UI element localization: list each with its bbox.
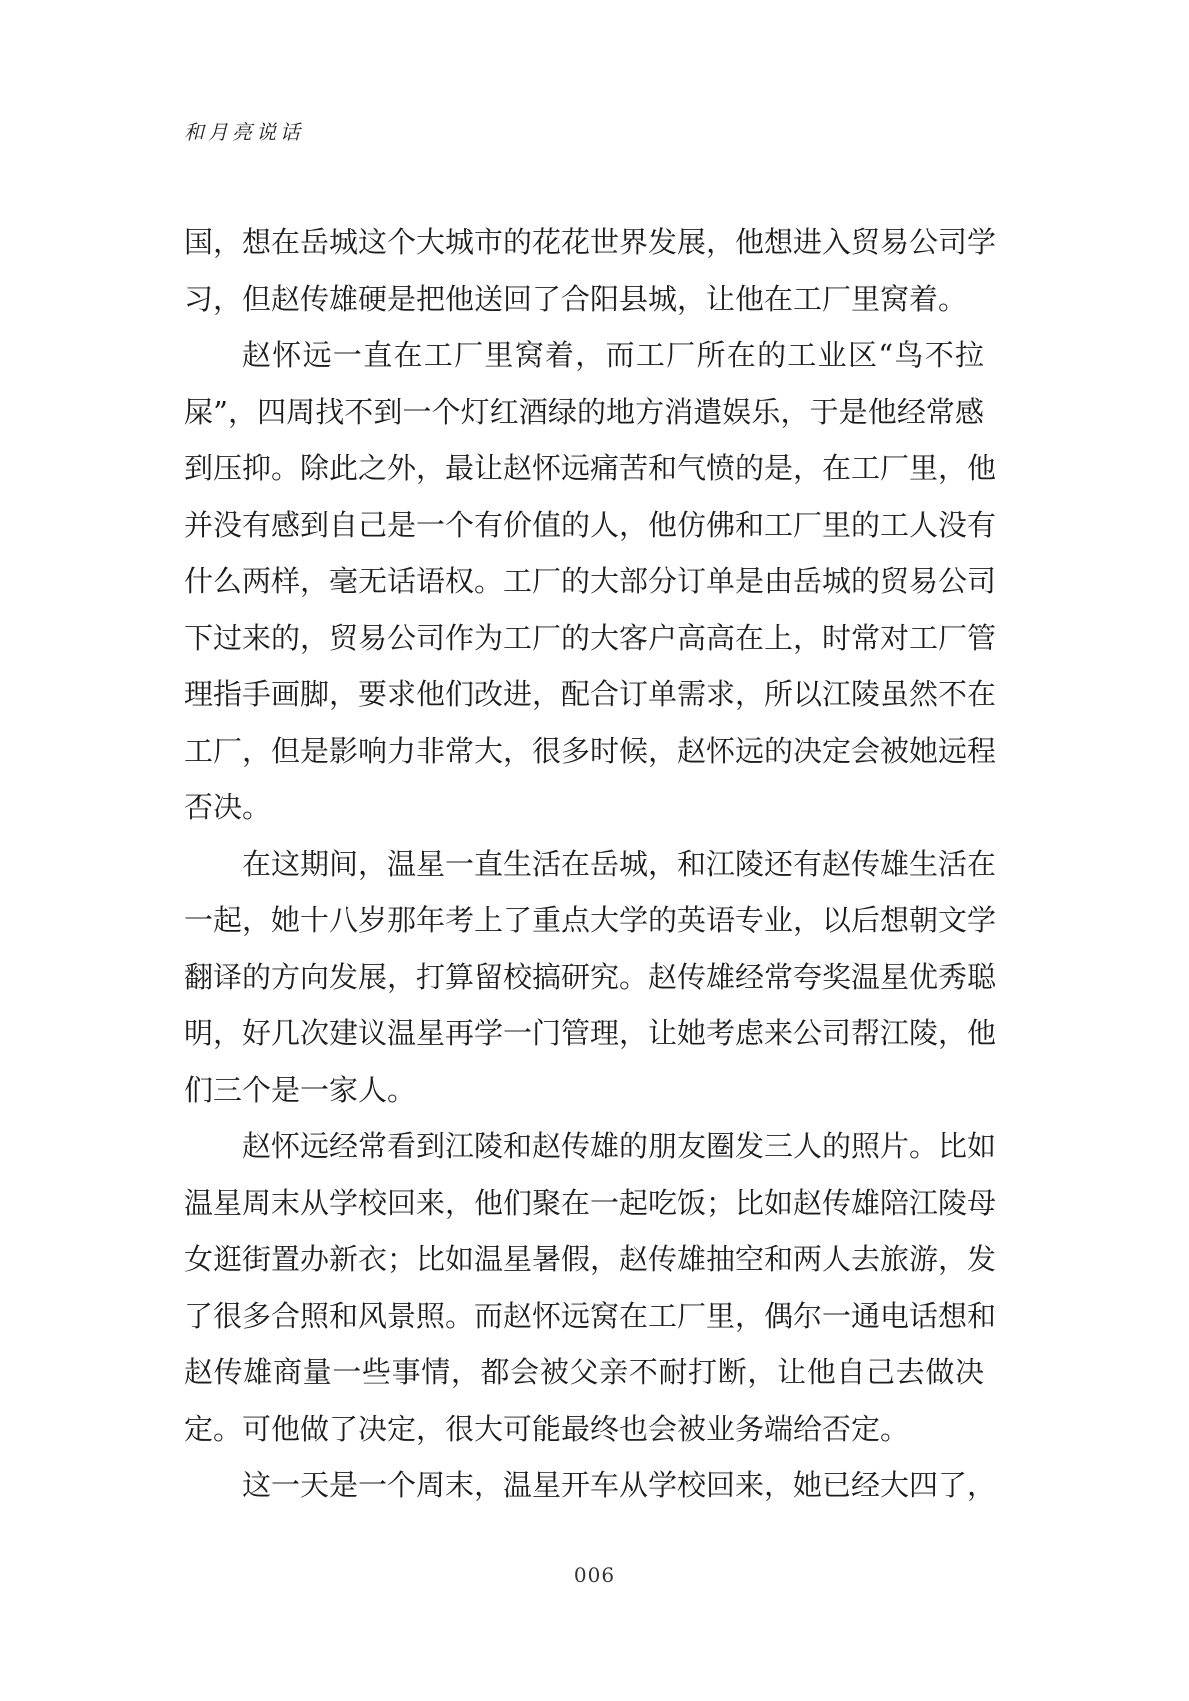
text-line: 定。可他做了决定，很大可能最终也会被业务端给否定。 (184, 1411, 910, 1446)
body-text (184, 214, 997, 1514)
text-line: 并没有感到自己是一个有价值的人，他仿佛和工厂里的工人没有 (184, 507, 997, 542)
text-line: 女逛街置办新衣；比如温星暑假，赵传雄抽空和两人去旅游，发 (184, 1242, 997, 1276)
text-line: 了很多合照和风景照。而赵怀远窝在工厂里，偶尔一通电话想和 (184, 1298, 997, 1333)
running-head-title: 和月亮说话 (184, 120, 304, 144)
text-line: 在这期间，温星一直生活在岳城，和江陵还有赵传雄生活在 (242, 846, 997, 881)
text-line: 赵怀远一直在工厂里窝着，而工厂所在的工业区“鸟不拉 (242, 338, 984, 372)
text-line: 们三个是一家人。 (184, 1072, 417, 1107)
text-line: 理指手画脚，要求他们改进，配合订单需求，所以江陵虽然不在 (184, 677, 997, 711)
page-number: 006 (573, 1563, 616, 1587)
text-line: 习，但赵传雄硬是把他送回了合阳县城，让他在工厂里窝着。 (184, 281, 968, 316)
text-line: 赵传雄商量一些事情，都会被父亲不耐打断，让他自己去做决 (184, 1355, 984, 1389)
text-line: 一起，她十八岁那年考上了重点大学的英语专业，以后想朝文学 (184, 903, 997, 937)
text-line: 国，想在岳城这个大城市的花花世界发展，他想进入贸易公司学 (184, 225, 997, 259)
text-line: 工厂，但是影响力非常大，很多时候，赵怀远的决定会被她远程 (184, 733, 997, 768)
text-line: 什么两样，毫无话语权。工厂的大部分订单是由岳城的贸易公司 (184, 564, 997, 598)
text-line: 这一天是一个周末，温星开车从学校回来，她已经大四了， (242, 1468, 997, 1502)
text-line: 到压抑。除此之外，最让赵怀远痛苦和气愤的是，在工厂里，他 (184, 451, 997, 485)
text-line: 屎”，四周找不到一个灯红酒绿的地方消遣娱乐，于是他经常感 (184, 394, 984, 429)
text-line: 翻译的方向发展，打算留校搞研究。赵传雄经常夸奖温星优秀聪 (184, 959, 997, 994)
text-line: 赵怀远经常看到江陵和赵传雄的朋友圈发三人的照片。比如 (242, 1129, 997, 1163)
text-line: 下过来的，贸易公司作为工厂的大客户高高在上，时常对工厂管 (184, 620, 997, 655)
text-line: 明，好几次建议温星再学一门管理，让她考虑来公司帮江陵，他 (184, 1016, 997, 1050)
text-line: 温星周末从学校回来，他们聚在一起吃饭；比如赵传雄陪江陵母 (184, 1185, 997, 1220)
text-line: 否决。 (184, 790, 272, 824)
